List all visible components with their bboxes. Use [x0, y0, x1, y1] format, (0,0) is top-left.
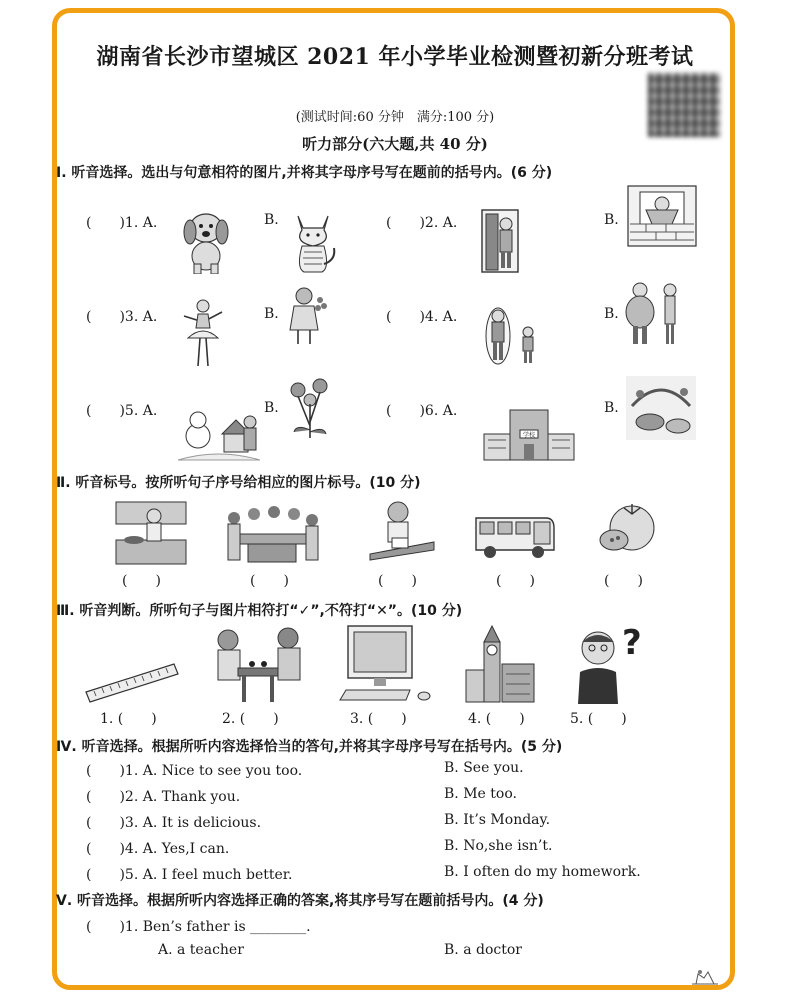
- s4-q5-option-b: B. I often do my homework.: [444, 864, 641, 880]
- s4-q1-option-b: B. See you.: [444, 760, 524, 776]
- s1-q6-stem: ( )6. A.: [386, 403, 458, 419]
- s4-q3-option-b: B. It’s Monday.: [444, 812, 551, 828]
- s2-blank-5: ( ): [604, 573, 643, 589]
- listening-part-title: 听力部分(六大题,共 40 分): [302, 135, 488, 153]
- girl-at-window-image: [626, 184, 698, 248]
- ballet-dancer-image: [180, 296, 226, 368]
- s1-q5-option-b: B.: [264, 400, 279, 416]
- snowy-house-image: [178, 400, 260, 462]
- s5-q1-option-a: A. a teacher: [158, 942, 244, 958]
- s1-q4-stem: ( )4. A.: [386, 309, 458, 325]
- s3-caption-3: 3. ( ): [350, 711, 407, 727]
- computer-image: [336, 624, 436, 704]
- ruler-image: [84, 660, 180, 704]
- zoo-image: [626, 376, 696, 440]
- tomatoes-image: [596, 500, 660, 558]
- cooking-image: [114, 500, 188, 566]
- fat-and-thin-boys-image: [624, 280, 686, 346]
- page-title: 湖南省长沙市望城区 2021 年小学毕业检测暨初新分班考试: [96, 44, 694, 70]
- s4-q4-option-a: ( )4. A. Yes,I can.: [86, 841, 230, 857]
- cat-image: [288, 208, 338, 274]
- dog-image: [180, 206, 232, 274]
- s2-blank-4: ( ): [496, 573, 535, 589]
- s2-blank-3: ( ): [378, 573, 417, 589]
- school-building-image: [480, 400, 578, 462]
- page-corner-doodle: [690, 968, 720, 990]
- boy-at-door-image: [480, 208, 520, 274]
- school-sign-text: 学校: [522, 432, 536, 439]
- s5-q1-stem: ( )1. Ben’s father is ________.: [86, 919, 311, 935]
- s4-q5-option-a: ( )5. A. I feel much better.: [86, 867, 293, 883]
- family-dinner-image: [220, 500, 324, 566]
- s1-q1-stem: ( )1. A.: [86, 215, 158, 231]
- s2-blank-2: ( ): [250, 573, 289, 589]
- s4-q1-option-a: ( )1. A. Nice to see you too.: [86, 763, 303, 779]
- s1-q4-option-b: B.: [604, 306, 619, 322]
- two-boys-image: [482, 304, 548, 366]
- s1-q2-stem: ( )2. A.: [386, 215, 458, 231]
- s3-caption-2: 2. ( ): [222, 711, 279, 727]
- s4-q4-option-b: B. No,she isn’t.: [444, 838, 553, 854]
- s3-caption-4: 4. ( ): [468, 711, 525, 727]
- bus-image: [472, 512, 556, 560]
- s1-q5-stem: ( )5. A.: [86, 403, 158, 419]
- s1-q3-option-b: B.: [264, 306, 279, 322]
- qr-code-image: [648, 73, 720, 137]
- s1-q3-stem: ( )3. A.: [86, 309, 158, 325]
- girl-with-flowers-image: [284, 286, 328, 346]
- svg-text:?: ?: [622, 624, 642, 663]
- test-time-info: (测试时间:60 分钟 满分:100 分): [295, 110, 495, 125]
- section-4-title: Ⅳ. 听音选择。根据所听内容选择恰当的答句,并将其字母序号写在括号内。(5 分): [56, 739, 563, 755]
- s1-q6-option-b: B.: [604, 400, 619, 416]
- s4-q2-option-b: B. Me too.: [444, 786, 517, 802]
- confused-man-image: [574, 624, 642, 704]
- s1-q2-option-b: B.: [604, 212, 619, 228]
- s4-q2-option-a: ( )2. A. Thank you.: [86, 789, 241, 805]
- section-3-title: Ⅲ. 听音判断。所听句子与图片相符打“✓”,不符打“✕”。(10 分): [56, 603, 463, 619]
- s3-caption-1: 1. ( ): [100, 711, 157, 727]
- flower-plant-image: [286, 376, 334, 440]
- s3-caption-5: 5. ( ): [570, 711, 627, 727]
- s5-q1-option-b: B. a doctor: [444, 942, 522, 958]
- boy-reading-image: [368, 498, 436, 562]
- s4-q3-option-a: ( )3. A. It is delicious.: [86, 815, 262, 831]
- s2-blank-1: ( ): [122, 573, 161, 589]
- s1-q1-option-b: B.: [264, 212, 279, 228]
- section-5-title: Ⅴ. 听音选择。根据所听内容选择正确的答案,将其序号写在题前括号内。(4 分): [56, 893, 544, 909]
- playing-chess-image: [208, 624, 308, 704]
- big-ben-buildings-image: [464, 624, 538, 704]
- section-2-title: Ⅱ. 听音标号。按所听句子序号给相应的图片标号。(10 分): [56, 475, 421, 491]
- section-1-title: Ⅰ. 听音选择。选出与句意相符的图片,并将其字母序号写在题前的括号内。(6 分): [56, 165, 553, 181]
